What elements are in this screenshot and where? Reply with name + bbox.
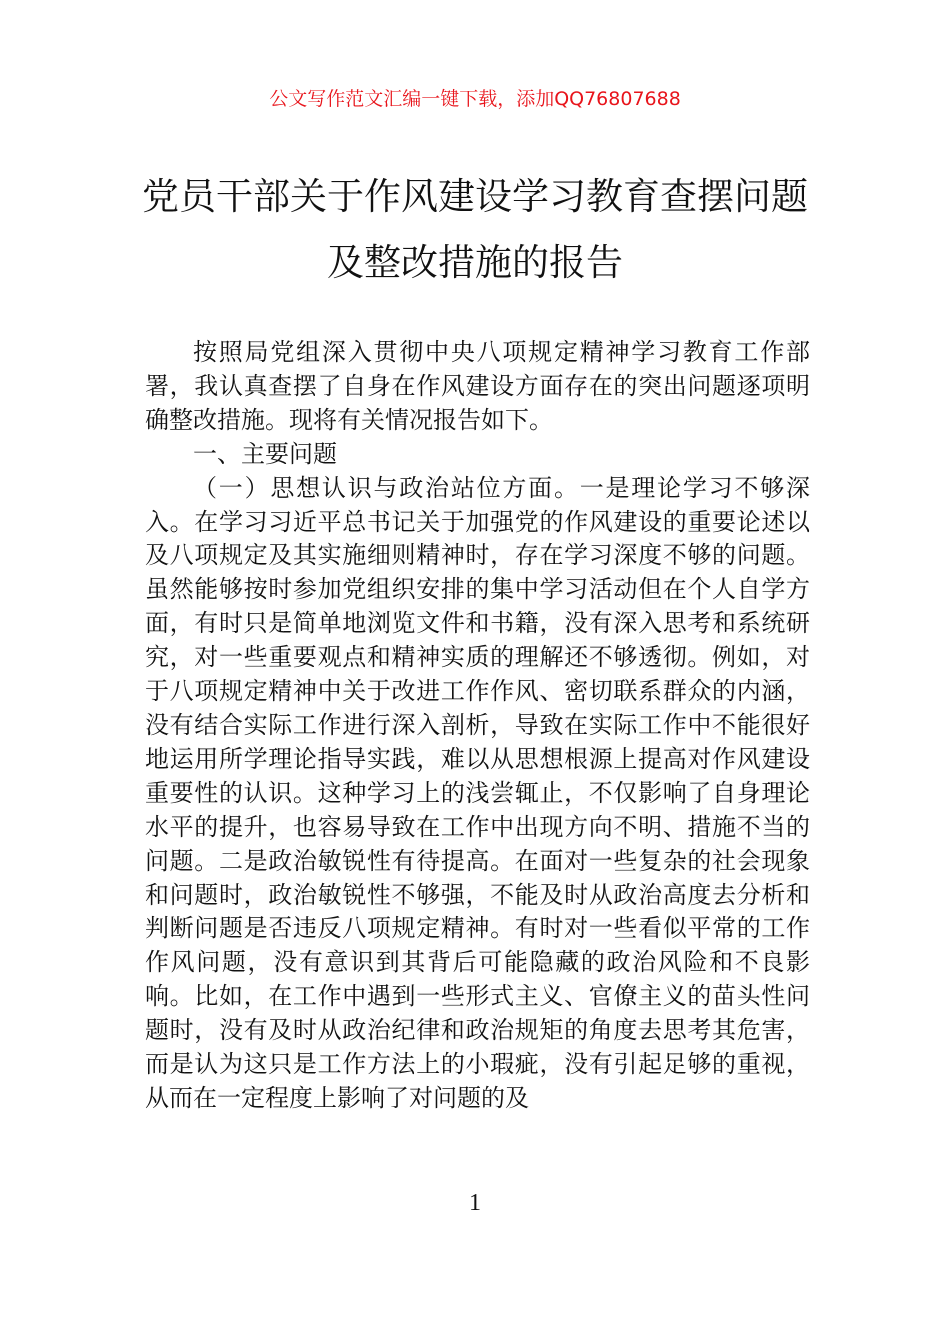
page-number: 1 xyxy=(469,1190,481,1216)
paragraph-intro: 按照局党组深入贯彻中央八项规定精神学习教育工作部署，我认真查摆了自身在作风建设方面存在的突出问题逐项明确整改措施。现将有关情况报告如下。 xyxy=(145,338,810,434)
document-body xyxy=(145,336,810,1176)
document-title-line-1: 党员干部关于作风建设学习教育查摆问题 xyxy=(142,175,808,218)
document-title-line-2: 及整改措施的报告 xyxy=(327,241,623,284)
paragraph-ideology: （一）思想认识与政治站位方面。一是理论学习不够深入。在学习习近平总书记关于加强党的作风建设的重要论述以及八项规定及其实施细则精神时，存在学习深度不够的问题。虽然能够按时参加党组织安排的集中学习活动但在个人自学方面，有时只是简单地浏览文件和书籍，没有深入思考和系统研究，对一些重要观点和精神实质的理解还不够透彻。例如，对于八项规定精神中关于改进工作作风、密切联系群众的内涵，没有结合实际工作进行深入剖析，导致在实际工作中不能很好地运用所学理论指导实践，难以从思想根源上提高对作风建设重要性的认识。这种学习上的浅尝辄止，不仅影响了自身理论水平的提升，也容易导致在工作中出现方向不明、措施不当的问题。二是政治敏锐性有待提高。在面对一些复杂的社会现象和问题时，政治敏锐性不够强，不能及时从政治高度去分析和判断问题是否违反八项规定精神。有时对一些看似平常的工作作风问题，没有意识到其背后可能隐藏的政治风险和不良影响。比如，在工作中遇到一些形式主义、官僚主义的苗头性问题时，没有及时从政治纪律和政治规矩的角度去思考其危害，而是认为这只是工作方法上的小瑕疵，没有引起足够的重视，从而在一定程度上影响了对问题的及 xyxy=(145,473,810,1112)
header-note: 公文写作范文汇编一键下载，添加QQ76807688 xyxy=(269,88,681,110)
section-heading-main-issues: 一、主要问题 xyxy=(193,439,337,468)
